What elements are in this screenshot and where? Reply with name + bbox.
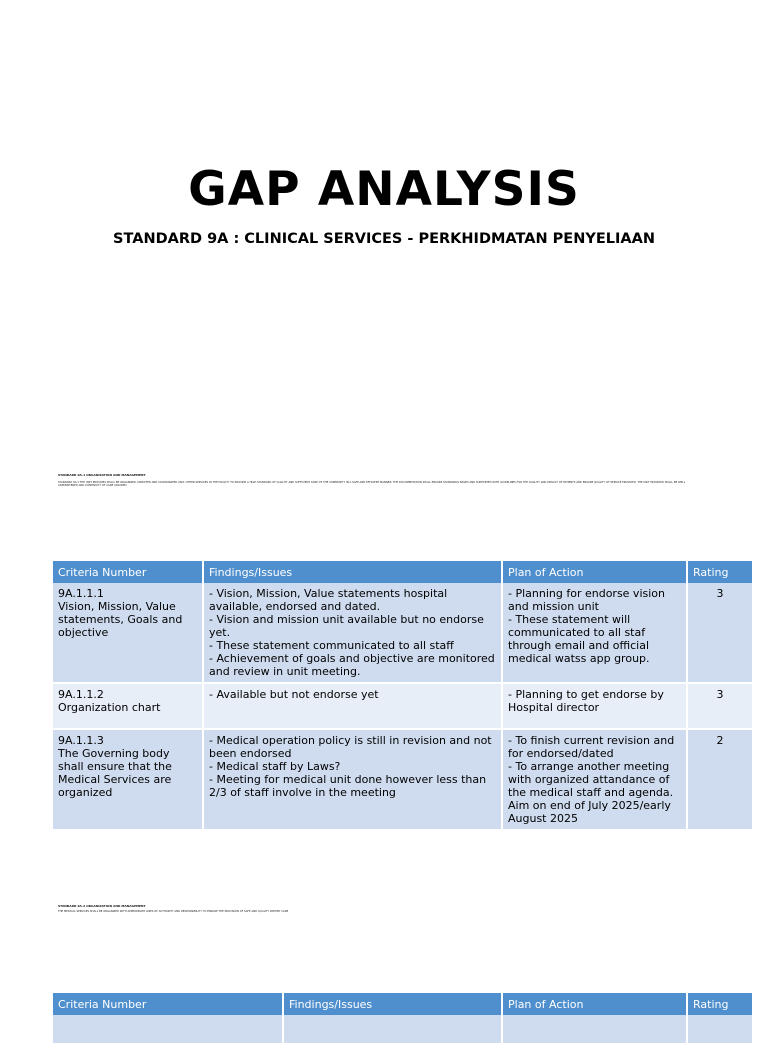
rating-cell: [687, 1015, 753, 1044]
section2-heading: STANDARD 9A.2 ORGANIZATION AND MANAGEMENT: [58, 904, 146, 908]
section1-intro: STANDARD 9A.1 THE UNIT PROVIDES SHALL BE ORGANIZED, DIRECTED AND COORDINATED UNIT. OTHER SERVICES IN THE FACILITY TO PROVIDE A HIGH STANDARD OF QUALITY AND SUFFICIENT CARE OF THE COMMUNITY IN A SAFE AND EFFICIENT MANNER. THE DOCUMENTATION SHALL ENSURE STANDARDS BASED AND SUPPORTED WITH GUIDELINES FOR THE QUALITY AND PRIVACY OF PATIENTS AND ENSURE QUALITY OF SERVICE PROVIDED. THE UNIT PROVIDED SHALL BE WELL ADMINISTERED AND CONTINUITY OF CARE ASSURED.: [58, 481, 686, 488]
table-row: [53, 683, 753, 729]
table-row: [53, 729, 753, 830]
plan-cell: - Planning for endorse vision and mission unit - These statement will communicated to all staf through email and official medical watss app group.: [502, 583, 687, 683]
header-rating: Rating: [687, 993, 753, 1015]
findings-cell: - Vision, Mission, Value statements hospital available, endorsed and dated. - Vision and mission unit available but no endorse yet. - These statement communicated to all staff - Achievement of goals and objective are monitored and review in unit meeting.: [203, 583, 502, 683]
findings-cell: - Medical operation policy is still in revision and not been endorsed - Medical staff by Laws? - Meeting for medical unit done however less than 2/3 of staff involve in the meeting: [203, 729, 502, 830]
header-plan-of-action: Plan of Action: [502, 993, 687, 1015]
table-row: [53, 583, 753, 683]
gap-table-1: [53, 561, 754, 831]
rating-cell: 3: [687, 683, 753, 729]
criteria-cell: 9A.1.1.2 Organization chart: [53, 683, 203, 729]
header-findings: Findings/Issues: [283, 993, 502, 1015]
header-criteria-number: Criteria Number: [53, 561, 203, 583]
rating-cell: 3: [687, 583, 753, 683]
plan-cell: - Planning to get endorse by Hospital director: [502, 683, 687, 729]
table2-header-row: [53, 993, 753, 1015]
page-subtitle: STANDARD 9A : CLINICAL SERVICES - PERKHIDMATAN PENYELIAAN: [113, 231, 655, 247]
header-criteria-number: Criteria Number: [53, 993, 283, 1015]
rating-cell: 2: [687, 729, 753, 830]
findings-cell: [283, 1015, 502, 1044]
section1-heading: STANDARD 9A.1 ORGANIZATION AND MANAGEMENT: [58, 473, 146, 477]
plan-cell: [502, 1015, 687, 1044]
criteria-cell: [53, 1015, 283, 1044]
header-plan-of-action: Plan of Action: [502, 561, 687, 583]
table-row: [53, 1015, 753, 1044]
page-title: GAP ANALYSIS: [188, 162, 580, 217]
header-findings: Findings/Issues: [203, 561, 502, 583]
section2-intro: THE MEDICAL SERVICES SHALL BE ORGANIZED WITH APPROPRIATE LINES OF AUTHORITY AND RESPONSIBILITY TO ENSURE THE PROVISION OF SAFE AND QUALITY PATIENT CARE: [58, 910, 289, 913]
criteria-cell: 9A.1.1.1 Vision, Mission, Value statements, Goals and objective: [53, 583, 203, 683]
table1-header-row: [53, 561, 753, 583]
gap-table-2: [53, 993, 754, 1045]
findings-cell: - Available but not endorse yet: [203, 683, 502, 729]
criteria-cell: 9A.1.1.3 The Governing body shall ensure that the Medical Services are organized: [53, 729, 203, 830]
plan-cell: - To finish current revision and for endorsed/dated - To arrange another meeting with organized attandance of the medical staff and agenda. Aim on end of July 2025/early August 2025: [502, 729, 687, 830]
header-rating: Rating: [687, 561, 753, 583]
